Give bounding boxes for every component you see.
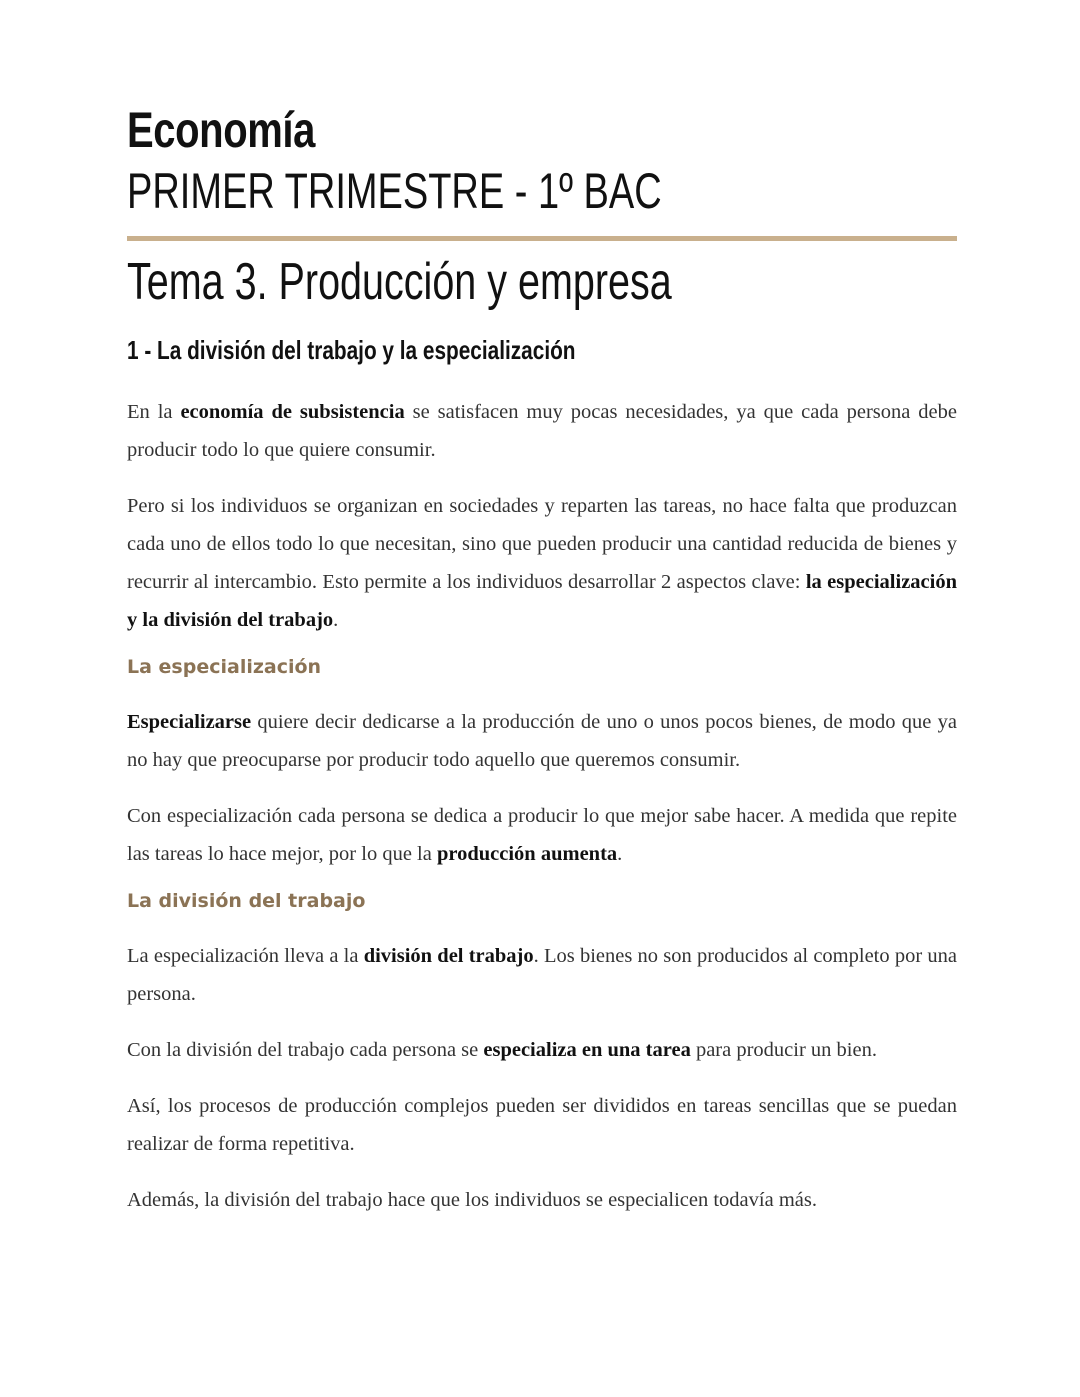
paragraph: La especialización lleva a la división del trabajo. Los bienes no son producidos al completo por una persona.	[127, 945, 957, 1005]
paragraph: Así, los procesos de producción complejos pueden ser divididos en tareas sencillas que se puedan realizar de forma repetitiva.	[127, 1095, 957, 1155]
chapter-title: Tema 3. Producción y empresa	[127, 253, 672, 311]
bold-term: economía de subsistencia	[180, 401, 405, 423]
paragraph: Especializarse quiere decir dedicarse a la producción de uno o unos pocos bienes, de modo que ya no hay que preocuparse por producir todo aquello que queremos consumir.	[127, 711, 957, 771]
subsection-heading: La especialización	[127, 656, 322, 678]
paragraph: Con la división del trabajo cada persona se especializa en una tarea para producir un bien.	[127, 1039, 877, 1061]
subsection-heading: La división del trabajo	[127, 890, 366, 912]
bold-term: Especializarse	[127, 711, 252, 733]
bold-term: división del trabajo	[363, 945, 534, 967]
document-page	[127, 100, 957, 1219]
paragraph: Con especialización cada persona se dedica a producir lo que mejor sabe hacer. A medida que repite las tareas lo hace mejor, por lo que la producción aumenta.	[127, 805, 957, 865]
paragraph: En la economía de subsistencia se satisfacen muy pocas necesidades, ya que cada persona debe producir todo lo que quiere consumir.	[127, 401, 957, 461]
title-divider	[127, 236, 957, 241]
section-heading: 1 - La división del trabajo y la especialización	[127, 335, 576, 365]
document-title: Economía	[127, 102, 315, 158]
paragraph: Además, la división del trabajo hace que los individuos se especialicen todavía más.	[127, 1189, 817, 1211]
bold-term: producción aumenta	[436, 843, 618, 865]
bold-term: la especialización y la división del trabajo	[127, 571, 957, 631]
bold-term: especializa en una tarea	[483, 1039, 691, 1061]
paragraph: Pero si los individuos se organizan en sociedades y reparten las tareas, no hace falta que produzcan cada uno de ellos todo lo que necesitan, sino que pueden producir una cantidad reducida de bienes y recurrir al intercambio. Esto permite a los individuos desarrollar 2 aspectos clave: la especialización y la división del trabajo.	[127, 495, 957, 631]
document-subtitle: PRIMER TRIMESTRE - 1º BAC	[127, 163, 662, 219]
